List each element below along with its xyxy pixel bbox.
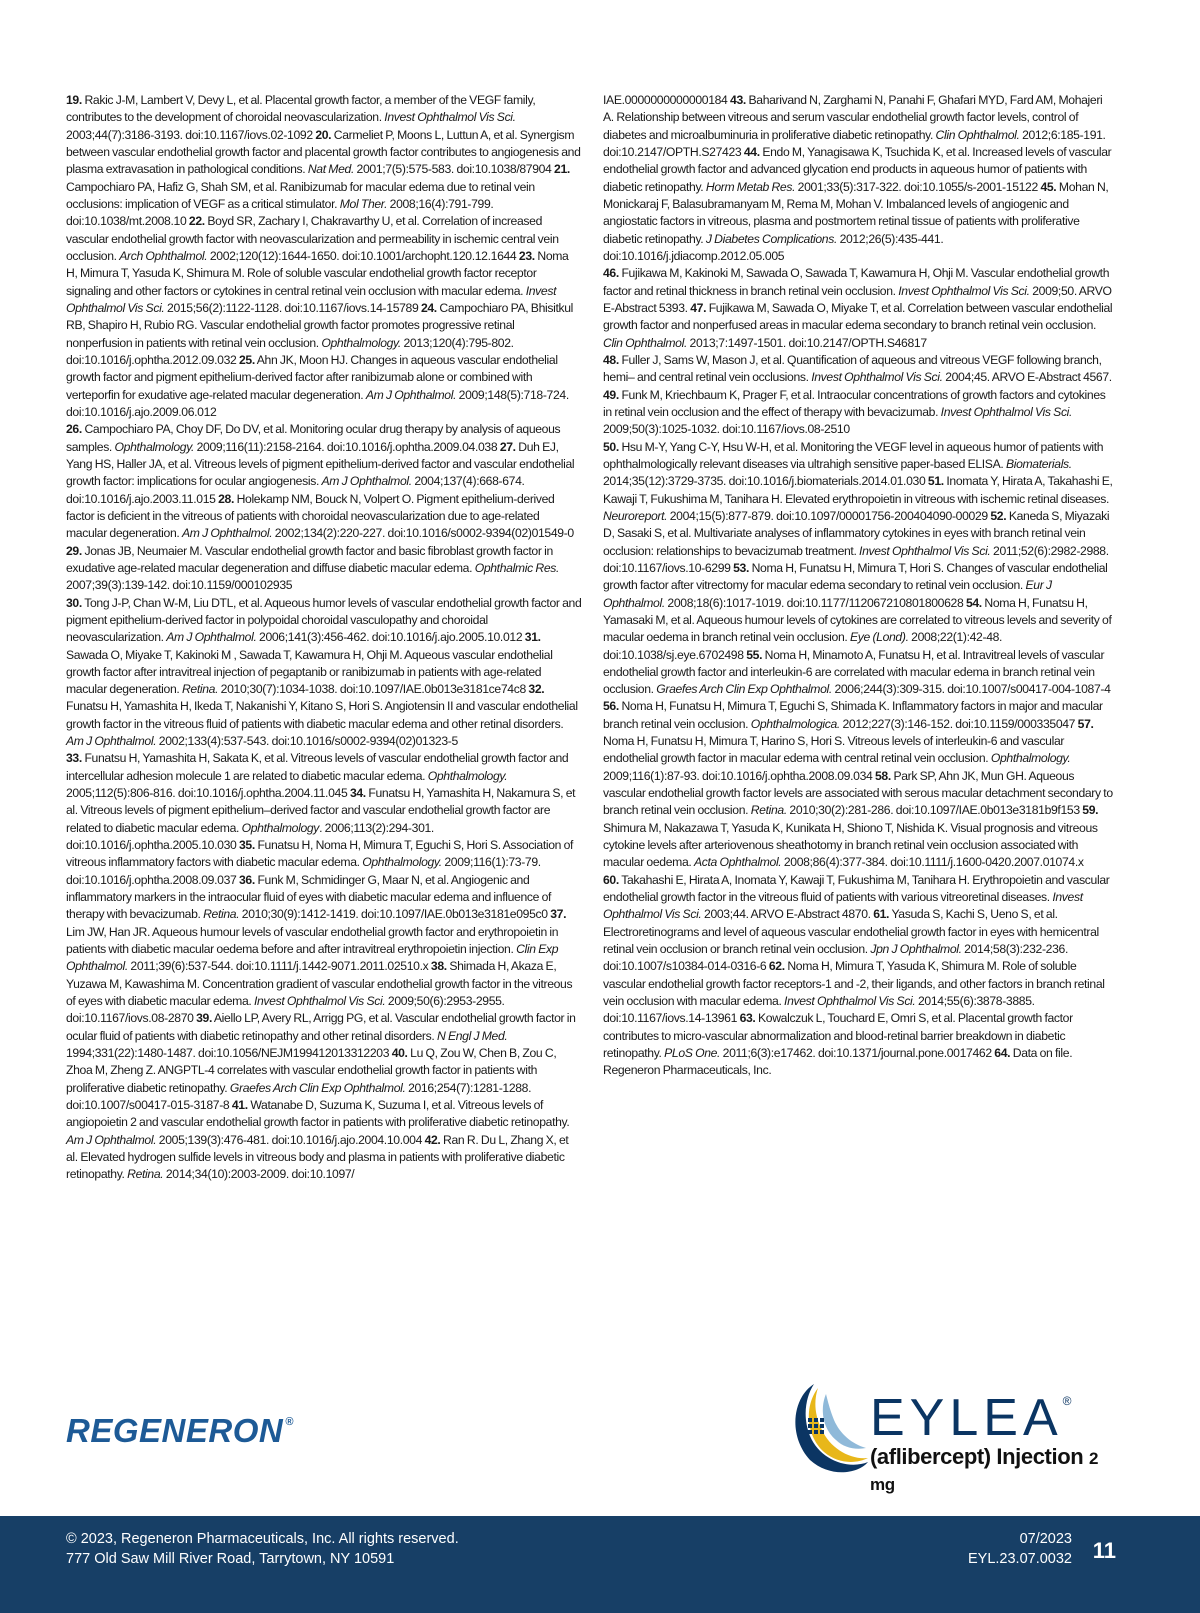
reference-citation: 2010;30(7):1034-1038. doi:10.1097/IAE.0b013e3181ce74c8 [218, 682, 526, 697]
reference-number: 56. [603, 699, 619, 714]
reference-journal: Mol Ther. [339, 196, 388, 211]
reference-number: 29. [66, 543, 82, 558]
reference-journal: Am J Ophthalmol. [66, 734, 157, 749]
reference-item [66, 422, 560, 453]
reference-text: Holekamp NM, Bouck N, Volpert O. Pigment epithelium-derived factor is deficient in the vitreous of patients with choroidal neovascularization due to age-related macular degeneration. [66, 491, 555, 541]
reference-number: 60. [603, 872, 619, 887]
reference-journal: Invest Ophthalmol Vis Sci. [859, 543, 991, 558]
reference-text: Watanabe D, Suzuma K, Suzuma I, et al. Vitreous levels of angiopoietin 2 and vascular endothelial growth factor in patients with proliferative diabetic retinopathy. [66, 1098, 570, 1130]
reference-journal: Am J Ophthalmol. [181, 526, 273, 541]
reference-citation: 2011;52(6):2982-2988. doi:10.1167/iovs.10-6299 [603, 543, 1109, 575]
reference-citation: 2003;44(7):3186-3193. doi:10.1167/iovs.02-1092 [66, 127, 313, 142]
reference-text: Kaneda S, Miyazaki D, Sasaki S, et al. Multivariate analyses of inflammatory cytokines in eyes with branch retinal vein occlusion: relationships to bevacizumab treatment. [603, 508, 1110, 558]
reference-item [603, 699, 1103, 730]
copyright-text: © 2023, Regeneron Pharmaceuticals, Inc. All rights reserved. [66, 1531, 459, 1547]
reference-citation: 2009;116(11):2158-2164. doi:10.1016/j.ophtha.2009.04.038 [194, 439, 498, 454]
reference-number: 47. [690, 300, 707, 315]
reference-text: Endo M, Yanagisawa K, Tsuchida K, et al. Increased levels of vascular endothelial growth factor and advanced glycation end products in aqueous humor of patients with diabetic retinopathy. [603, 144, 1112, 194]
reference-text: Fujikawa M, Sawada O, Miyake T, et al. Correlation between vascular endothelial growth factor and nonperfused areas in macular edema secondary to branch retinal vein occlusion. [603, 300, 1113, 333]
reference-number: 64. [994, 1046, 1011, 1061]
reference-text: Funatsu H, Yamashita H, Sakata K, et al. Vitreous levels of vascular endothelial growth factor and intercellular adhesion molecule 1 are related to diabetic macular edema. [66, 751, 569, 783]
reference-text: Jonas JB, Neumaier M. Vascular endothelial growth factor and basic fibroblast growth factor in exudative age-related macular degeneration and diffuse diabetic macular edema. [66, 543, 553, 575]
reference-journal: Invest Ophthalmol Vis Sci. [940, 404, 1073, 419]
footer-left [66, 1529, 459, 1570]
eylea-subtitle [870, 1444, 1124, 1496]
reference-text: Sawada O, Miyake T, Kakinoki M , Sawada T, Kawamura H, Ohji M. Aqueous vascular endothelial growth factor after intravitreal injection of pegaptanib or ranibizumab in patients with age-related macular degeneration. [66, 647, 553, 697]
reference-citation: 2007;39(3):139-142. doi:10.1159/000102935 [66, 578, 293, 593]
reference-number: 38. [430, 959, 447, 974]
reference-citation: 2009;116(1):73-79. doi:10.1016/j.ophtha.2008.09.037 [66, 855, 541, 887]
reference-number: 43. [730, 93, 746, 107]
reference-citation: 2005;112(5):806-816. doi:10.1016/j.ophtha.2004.11.045 [66, 786, 348, 801]
reference-number: 39. [196, 1011, 213, 1026]
reference-text: Rakic J-M, Lambert V, Devy L, et al. Placental growth factor, a member of the VEGF family, contributes to the development of choroidal neovascularization. [66, 93, 536, 125]
reference-text: Fuller J, Sams W, Mason J, et al. Quantification of aqueous and vitreous VEGF following branch, hemi– and central retinal vein occlusions. [603, 352, 1102, 385]
reference-text: Funk M, Schmidinger G, Maar N, et al. Angiogenic and inflammatory markers in the intraocular fluid of eyes with diabetic macular edema and influence of therapy with bevacizumab. [66, 872, 552, 922]
reference-number: 34. [349, 786, 366, 801]
reference-number: 21. [554, 162, 570, 177]
reference-text: Shimada H, Akaza E, Yuzawa M, Kawashima M. Concentration gradient of vascular endothelial growth factor in the vitreous of eyes with diabetic macular edema. [66, 959, 573, 1009]
reference-citation: 2010;30(9):1412-1419. doi:10.1097/IAE.0b013e3181e095c0 [239, 907, 548, 922]
reference-text: Noma H, Minamoto A, Funatsu H, et al. Intravitreal levels of vascular endothelial growth factor and interleukin-6 are correlated with macular edema in branch retinal vein occlusion. [603, 647, 1105, 697]
reference-citation: 2004;45. ARVO E-Abstract 4567. [942, 370, 1112, 385]
reference-citation: 1994;331(22):1480-1487. doi:10.1056/NEJM199412013312203 [66, 1046, 390, 1061]
reference-journal: Eye (Lond). [849, 630, 909, 645]
reference-journal: Invest Ophthalmol Vis Sci. [603, 890, 1083, 922]
reference-journal: Ophthalmology. [114, 439, 195, 454]
eylea-wordmark [870, 1388, 1072, 1448]
reference-citation: 2001;33(5):317-322. doi:10.1055/s-2001-15122 [795, 179, 1038, 194]
reference-text: Mohan N, Monickaraj F, Balasubramanyam M, Rema M, Mohan V. Imbalanced levels of angiogenic and angiostatic factors in vitreous, plasma and postmortem retinal tissue of patients with proliferative diabetic retinopathy. [603, 179, 1109, 246]
reference-journal: Am J Ophthalmol. [365, 387, 457, 402]
footer-bar [0, 1516, 1200, 1613]
reference-number: 54. [965, 595, 982, 610]
reference-number: 19. [66, 93, 82, 107]
reference-citation: 2004;137(4):668-674. doi:10.1016/j.ajo.2003.11.015 [66, 474, 525, 506]
reference-number: 40. [391, 1046, 408, 1061]
reference-number: 41. [231, 1098, 248, 1113]
reference-text: Noma H, Funatsu H, Mimura T, Eguchi S, Shimada K. Inflammatory factors in major and macular branch retinal vein occlusion. [603, 699, 1103, 731]
reference-number: 31. [524, 630, 541, 645]
reference-journal: Nat Med. [307, 162, 355, 177]
reference-journal: N Engl J Med. [436, 1028, 508, 1043]
reference-journal: Invest Ophthalmol Vis Sci. [66, 283, 557, 315]
reference-number: 55. [746, 647, 763, 662]
reference-text: Fujikawa M, Kakinoki M, Sawada O, Sawada T, Kawamura H, Ohji M. Vascular endothelial growth factor and retinal thickness in branch retinal vein occlusion. [603, 266, 1110, 298]
reference-citation: 2014;58(3):232-236. doi:10.1007/s10384-014-0316-6 [603, 942, 1068, 974]
reference-text: Carmeliet P, Moons L, Luttun A, et al. Synergism between vascular endothelial growth factor and placental growth factor contributes to angiogenesis and plasma extravasation in pathological conditions. [66, 127, 581, 177]
reference-journal: Retina. [203, 907, 240, 922]
reference-journal: Retina. [181, 682, 219, 697]
reference-citation: 2008;86(4):377-384. doi:10.1111/j.1600-0420.2007.01074.x [781, 855, 1084, 870]
reference-journal: Arch Ophthalmol. [119, 248, 208, 263]
reference-citation: 2003;44. ARVO E-Abstract 4870. [701, 907, 871, 922]
reference-number: 33. [66, 751, 82, 766]
reference-number: 48. [603, 352, 619, 367]
reference-citation: 2015;56(2):1122-1128. doi:10.1167/iovs.14-15789 [164, 300, 419, 315]
reference-citation: 2009;50(6):2953-2955. doi:10.1167/iovs.08-2870 [66, 994, 505, 1026]
reference-number: 51. [927, 474, 944, 489]
reference-number: 35. [238, 838, 255, 853]
reference-journal: Ophthalmic Res. [474, 560, 560, 575]
reference-text: Duh EJ, Yang HS, Haller JA, et al. Vitreous levels of pigment epithelium-derived factor and vascular endothelial growth factor: implications for ocular angiogenesis. [66, 439, 575, 489]
reference-item [603, 93, 727, 107]
reference-text: Yasuda S, Kachi S, Ueno S, et al. Electroretinograms and level of aqueous vascular endothelial growth factor in eyes with hemicentral retinal vein occlusion or branch retinal vein occlusion. [603, 907, 1099, 957]
reference-citation: 2002;133(4):537-543. doi:10.1016/s0002-9394(02)01323-5 [156, 734, 458, 749]
reference-number: 36. [238, 872, 255, 887]
reference-journal: Clin Ophthalmol. [603, 335, 687, 350]
reference-item [603, 388, 1106, 437]
reference-journal: PLoS One. [664, 1046, 721, 1061]
reference-text: Noma H, Mimura T, Yasuda K, Shimura M. Role of soluble vascular endothelial growth factor receptor signaling and other factors or cytokines in central retinal vein occlusion with macular edema. [66, 248, 569, 298]
registered-mark: ® [1062, 1394, 1072, 1408]
reference-citation: 2012;227(3):146-152. doi:10.1159/000335047 [839, 716, 1076, 731]
reference-text: Funatsu H, Noma H, Mimura T, Eguchi S, Hori S. Association of vitreous inflammatory factors with diabetic macular edema. [66, 838, 574, 870]
reference-text: Funatsu H, Yamashita H, Nakamura S, et al. Vitreous levels of pigment epithelium–derived factor and vascular endothelial growth factor are related to diabetic macular edema. [66, 786, 576, 835]
eylea-generic-name: (aflibercept) Injection [870, 1444, 1084, 1469]
reference-number: 45. [1040, 179, 1057, 194]
reference-number: 57. [1077, 716, 1094, 731]
reference-number: 49. [603, 387, 619, 402]
reference-journal: Invest Ophthalmol Vis Sci. [898, 283, 1030, 298]
reference-citation: 2009;116(1):87-93. doi:10.1016/j.ophtha.2008.09.034 [603, 768, 873, 783]
reference-text: Lu Q, Zou W, Chen B, Zou C, Zhoa M, Zheng Z. ANGPTL-4 correlates with vascular endothelial growth factor in patients with proliferative diabetic retinopathy. [66, 1046, 557, 1095]
reference-number: 28. [218, 491, 235, 506]
reference-citation: 2014;34(10):2003-2009. doi:10.1097/ [163, 1167, 355, 1182]
reference-text: Noma H, Funatsu H, Mimura T, Hori S. Changes of vascular endothelial growth factor after vitrectomy for macular edema secondary to retinal vein occlusion. [603, 560, 1108, 593]
regeneron-wordmark: REGENERON [66, 1412, 284, 1449]
reference-text: Data on file. Regeneron Pharmaceuticals, Inc. [603, 1046, 1073, 1078]
reference-journal: Eur J Ophthalmol. [603, 578, 1052, 610]
reference-text: Hsu M-Y, Yang C-Y, Hsu W-H, et al. Monitoring the VEGF level in aqueous humor of patients with ophthalmologically relevant diseases via ultrahigh sensitive paper-based ELISA. [603, 439, 1104, 471]
reference-number: 25. [238, 352, 255, 367]
reference-citation: 2008;16(4):791-799. doi:10.1038/mt.2008.10 [66, 196, 494, 229]
page-number: 11 [1092, 1538, 1116, 1563]
reference-citation: 2004;15(5):877-879. doi:10.1097/00001756-200404090-00029 [667, 508, 988, 523]
reference-item [66, 596, 581, 645]
footer-right [968, 1529, 1072, 1570]
reference-citation: 2011;39(6):537-544. doi:10.1111/j.1442-9071.2011.02510.x [127, 959, 429, 974]
reference-journal: J Diabetes Complications. [705, 231, 838, 246]
reference-journal: Clin Ophthalmol. [935, 127, 1020, 142]
eylea-logo [784, 1378, 1124, 1494]
reference-number: 20. [315, 127, 332, 142]
reference-journal: Clin Exp Ophthalmol. [66, 942, 559, 974]
address-text: 777 Old Saw Mill River Road, Tarrytown, NY 10591 [66, 1551, 395, 1568]
reference-citation: 2011;6(3):e17462. doi:10.1371/journal.pone.0017462 [720, 1046, 992, 1061]
reference-journal: Ophthalmology. [990, 751, 1071, 766]
reference-journal: Biomaterials. [1005, 456, 1072, 471]
reference-citation: 2006;244(3):309-315. doi:10.1007/s00417-004-1087-4 [831, 682, 1111, 697]
reference-citation: 2008;22(1):42-48. doi:10.1038/sj.eye.6702498 [603, 630, 1003, 662]
reference-number: 46. [603, 266, 619, 281]
reference-number: 26. [66, 422, 82, 437]
reference-journal: Retina. [750, 803, 787, 818]
reference-journal: Graefes Arch Clin Exp Ophthalmol. [656, 682, 832, 697]
reference-text: Inomata Y, Hirata A, Takahashi E, Kawaji T, Fukushima M, Tanihara H. Elevated erythropoietin in vitreous with ischemic retinal diseases. [603, 474, 1113, 506]
reference-number: 52. [990, 508, 1007, 523]
reference-number: 59. [1082, 803, 1099, 818]
reference-citation: 2014;35(12):3729-3735. doi:10.1016/j.biomaterials.2014.01.030 [603, 474, 926, 489]
reference-text: Ahn JK, Moon HJ. Changes in aqueous vascular endothelial growth factor and pigment epithelium-derived factor after ranibizumab alone or combined with verteporfin for exudative age-related macular degeneration. [66, 352, 558, 402]
reference-text: Noma H, Mimura T, Yasuda K, Shimura M. Role of soluble vascular endothelial growth factor receptors-1 and -2, their ligands, and other factors in branch retinal vein occlusion with macular edema. [603, 959, 1105, 1009]
reference-citation: 2016;254(7):1281-1288. doi:10.1007/s00417-015-3187-8 [66, 1080, 532, 1113]
reference-citation: 2002;134(2):220-227. doi:10.1016/s0002-9394(02)01549-0 [272, 526, 574, 541]
reference-journal: Invest Ophthalmol Vis Sci. [811, 370, 943, 385]
reference-citation: 2012;6:185-191. doi:10.2147/OPTH.S27423 [603, 127, 1106, 159]
reference-number: 42. [424, 1132, 441, 1147]
reference-journal: Ophthalmologica. [750, 716, 840, 731]
reference-journal: Ophthalmology. [427, 768, 508, 783]
reference-journal: Invest Ophthalmol Vis Sci. [253, 994, 386, 1009]
reference-citation: 2010;30(2):281-286. doi:10.1097/IAE.0b013e3181b9f153 [786, 803, 1080, 818]
registered-mark: ® [285, 1416, 294, 1428]
reference-text: Boyd SR, Zachary I, Chakravarthy U, et al. Correlation of increased vascular endothelial growth factor with neovascularization and permeability in ischemic central vein occlusion. [66, 214, 559, 263]
reference-text: Campochiaro PA, Choy DF, Do DV, et al. Monitoring ocular drug therapy by analysis of aqueous samples. [66, 422, 561, 454]
reference-citation: 2006;141(3):456-462. doi:10.1016/j.ajo.2005.10.012 [256, 630, 523, 645]
reference-citation: 2009;50. ARVO E-Abstract 5393. [603, 283, 1112, 315]
reference-citation: 2002;120(12):1644-1650. doi:10.1001/archopht.120.12.1644 [207, 248, 517, 263]
reference-item [603, 353, 1112, 384]
reference-journal: Am J Ophthalmol. [321, 474, 412, 489]
reference-number: 44. [743, 144, 760, 159]
reference-journal: Jpn J Ophthalmol. [870, 942, 962, 957]
reference-text: Tong J-P, Chan W-M, Liu DTL, et al. Aqueous humor levels of vascular endothelial growth factor and pigment epithelium-derived factor in polypoidal choroidal vasculopathy and choroidal neovascularization. [66, 595, 582, 645]
reference-citation: 2013;7:1497-1501. doi:10.2147/OPTH.S46817 [687, 335, 927, 350]
reference-number: 62. [768, 959, 785, 974]
reference-number: 27. [499, 439, 516, 454]
reference-text: Kowalczuk L, Touchard E, Omri S, et al. Placental growth factor contributes to micro-vascular abnormalization and blood-retinal barrier breakdown in diabetic retinopathy. [603, 1011, 1073, 1061]
reference-journal: Neuroreport. [603, 508, 668, 523]
reference-text: IAE.0000000000000184 [603, 93, 728, 107]
reference-number: 24. [420, 300, 437, 315]
reference-number: 30. [66, 595, 82, 610]
eylea-dose: 2 mg [870, 1449, 1099, 1494]
reference-text: Shimura M, Nakazawa T, Yasuda K, Kunikata H, Shiono T, Nishida K. Visual prognosis and vitreous cytokine levels after arteriovenous sheathotomy in branch retinal vein occlusion associated with macular oedema. [603, 820, 1098, 870]
reference-number: 32. [528, 682, 545, 697]
reference-journal: Ophthalmology [241, 820, 320, 835]
reference-citation: 2005;139(3):476-481. doi:10.1016/j.ajo.2004.10.004 [156, 1132, 423, 1147]
reference-number: 37. [550, 907, 567, 922]
reference-text: Funk M, Kriechbaum K, Prager F, et al. Intraocular concentrations of growth factors and cytokines in retinal vein occlusion and the effect of therapy with bevacizumab. [603, 387, 1106, 419]
reference-text: Noma H, Funatsu H, Yamasaki M, et al. Aqueous humour levels of cytokines are correlated to vitreous levels and severity of macular oedema in branch retinal vein occlusion. [603, 595, 1112, 645]
reference-text: Aiello LP, Avery RL, Arrigg PG, et al. Vascular endothelial growth factor in ocular fluid of patients with diabetic retinopathy and other retinal disorders. [66, 1011, 576, 1043]
eylea-name: EYLEA [870, 1389, 1063, 1447]
reference-text: Campochiaro PA, Hafiz G, Shah SM, et al. Ranibizumab for macular edema due to retinal vein occlusions: implication of VEGF as a critical stimulator. [66, 179, 535, 211]
reference-journal: Am J Ophthalmol. [66, 1132, 157, 1147]
references-column-right [603, 92, 1115, 1080]
reference-number: 63. [739, 1011, 756, 1026]
reference-journal: Ophthalmology. [321, 335, 401, 350]
footer-code: EYL.23.07.0032 [967, 1551, 1072, 1568]
reference-journal: Acta Ophthalmol. [693, 855, 782, 870]
regeneron-logo [66, 1412, 294, 1450]
reference-journal: Invest Ophthalmol Vis Sci. [384, 110, 516, 125]
reference-citation: 2001;7(5):575-583. doi:10.1038/87904 [354, 162, 552, 177]
references-column-left [66, 92, 582, 1184]
reference-number: 23. [518, 248, 535, 263]
reference-text: Funatsu H, Yamashita H, Ikeda T, Nakanishi Y, Kitano S, Hori S. Angiotensin II and vascular endothelial growth factor in the vitreous fluid of patients with diabetic macular edema and other retinal disorders. [66, 699, 578, 731]
reference-citation: 2008;18(6):1017-1019. doi:10.1177/112067210801800628 [664, 595, 964, 610]
reference-item [66, 544, 559, 593]
reference-number: 53. [733, 560, 750, 575]
footer-date: 07/2023 [1019, 1531, 1072, 1547]
reference-text: Baharivand N, Zarghami N, Panahi F, Ghafari MYD, Fard AM, Mohajeri A. Relationship between vitreous and serum vascular endothelial growth factor levels, control of diabetes and microalbuminuria in proliferative diabetic retinopathy. [603, 93, 1103, 142]
reference-text: Park SP, Ahn JK, Mun GH. Aqueous vascular endothelial growth factor levels are associated with serous macular detachment secondary to branch retinal vein occlusion. [603, 768, 1113, 818]
reference-journal: Horm Metab Res. [705, 179, 796, 194]
reference-text: Takahashi E, Hirata A, Inomata Y, Kawaji T, Fukushima M, Tanihara H. Erythropoietin and vascular endothelial growth factor in the vitreous fluid of patients with various vitreoretinal diseases. [603, 872, 1110, 905]
reference-text: Noma H, Funatsu H, Mimura T, Harino S, Hori S. Vitreous levels of interleukin-6 and vascular endothelial growth factor in macular edema with central retinal vein occlusion. [603, 734, 1065, 766]
reference-number: 58. [874, 768, 891, 783]
reference-citation: 2012;26(5):435-441. doi:10.1016/j.jdiacomp.2012.05.005 [603, 231, 944, 263]
reference-text: Campochiaro PA, Bhisitkul RB, Shapiro H, Rubio RG. Vascular endothelial growth factor promotes progressive retinal nonperfusion in patients with retinal vein occlusion. [66, 300, 574, 350]
reference-number: 50. [603, 439, 619, 454]
reference-journal: Graefes Arch Clin Exp Ophthalmol. [229, 1080, 406, 1095]
reference-journal: Retina. [127, 1167, 164, 1182]
reference-number: 22. [188, 214, 205, 229]
reference-citation: . 2006;113(2):294-301. doi:10.1016/j.ophtha.2005.10.030 [66, 820, 434, 853]
reference-citation: 2009;50(3):1025-1032. doi:10.1167/iovs.08-2510 [603, 422, 850, 437]
reference-citation: 2009;148(5):718-724. doi:10.1016/j.ajo.2009.06.012 [66, 387, 569, 419]
reference-text: Ran R. Du L, Zhang X, et al. Elevated hydrogen sulfide levels in vitreous body and plasma in patients with proliferative diabetic retinopathy. [66, 1132, 569, 1182]
eylea-eye-icon [784, 1378, 868, 1478]
reference-citation: 2014;55(6):3878-3885. doi:10.1167/iovs.14-13961 [603, 994, 1035, 1026]
reference-journal: Invest Ophthalmol Vis Sci. [784, 994, 916, 1009]
reference-citation: 2013;120(4):795-802. doi:10.1016/j.ophtha.2012.09.032 [66, 335, 514, 367]
reference-number: 61. [873, 907, 890, 922]
reference-journal: Am J Ophthalmol. [166, 630, 257, 645]
reference-text: Lim JW, Han JR. Aqueous humour levels of vascular endothelial growth factor and erythropoietin in patients with diabetic macular oedema before and after intravitreal erythropoietin injection. [66, 924, 559, 957]
reference-journal: Ophthalmology. [362, 855, 442, 870]
